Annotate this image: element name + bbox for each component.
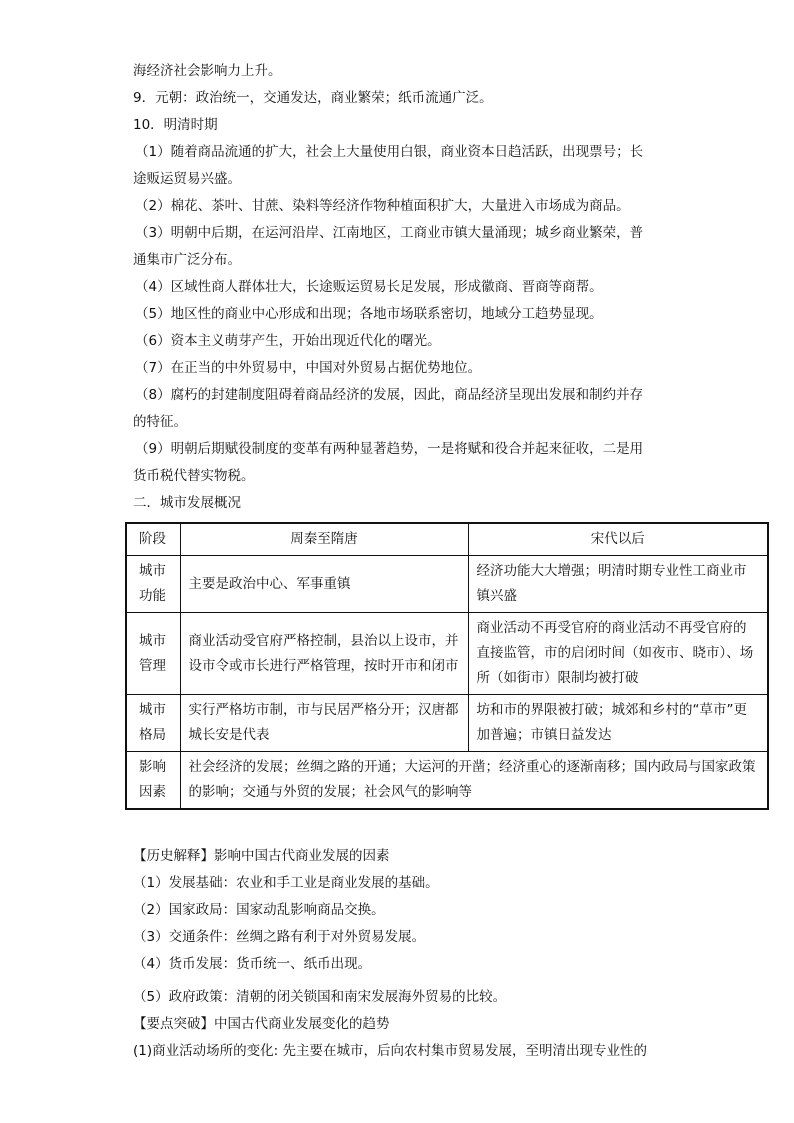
table-cell: 实行严格坊市制，市与民居严格分开；汉唐都城长安是代表 — [180, 695, 468, 752]
table-cell: 商业活动受官府严格控制，县治以上设市，并设市令或市长进行严格管理，按时开市和闭市 — [180, 613, 468, 695]
text-line: （3）明朝中后期，在运河沿岸、江南地区，工商业市镇大量涌现；城乡商业繁荣，普 — [135, 225, 644, 241]
text-line: （7）在正当的中外贸易中，中国对外贸易占据优势地位。 — [135, 360, 482, 376]
text-line: （2）棉花、茶叶、甘蔗、染料等经济作物种植面积扩大，大量进入市场成为商品。 — [135, 198, 630, 214]
stage-cell: 城市功能 — [126, 556, 180, 613]
text-line: （4）区域性商人群体壮大，长途贩运贸易长足发展，形成徽商、晋商等商帮。 — [135, 279, 603, 295]
key-points-title: 【要点突破】中国古代商业发展变化的趋势 — [133, 1016, 390, 1032]
text-line: （8）腐朽的封建制度阻碍着商品经济的发展，因此，商品经济呈现出发展和制约并存 — [135, 387, 644, 403]
text-line: 货币税代替实物税。 — [133, 468, 255, 484]
text-line: （9）明朝后期赋役制度的变革有两种显著趋势，一是将赋和役合并起来征收，二是用 — [135, 441, 644, 457]
text-line: （4）货币发展：货币统一、纸币出现。 — [133, 956, 372, 972]
text-line: （5）地区性的商业中心形成和出现；各地市场联系密切，地域分工趋势显现。 — [135, 306, 603, 322]
table-cell: 坊和市的界限被打破；城郊和乡村的“草市”更加普遍；市镇日益发达 — [468, 695, 768, 752]
text-line: （5）政府政策：清朝的闭关锁国和南宋发展海外贸易的比较。 — [133, 989, 507, 1005]
table-header-row — [126, 523, 768, 556]
table-cell: 经济功能大大增强；明清时期专业性工商业市镇兴盛 — [468, 556, 768, 613]
table-header-cell: 阶段 — [126, 523, 180, 556]
history-explanation-title: 【历史解释】影响中国古代商业发展的因素 — [133, 848, 390, 864]
table-header-cell: 宋代以后 — [468, 523, 768, 556]
section-heading: 10．明清时期 — [133, 117, 218, 133]
text-line: （6）资本主义萌芽产生，开始出现近代化的曙光。 — [135, 333, 441, 349]
text-line: 的特征。 — [133, 414, 187, 430]
text-line: (1)商业活动场所的变化: 先主要在城市，后向农村集市贸易发展，至明清出现专业性的 — [133, 1043, 647, 1059]
stage-cell: 城市管理 — [126, 613, 180, 695]
stage-cell: 城市格局 — [126, 695, 180, 752]
text-line: 途贩运贸易兴盛。 — [133, 171, 241, 187]
table-row — [126, 556, 768, 613]
table-row — [126, 752, 768, 810]
text-line: （1）发展基础：农业和手工业是商业发展的基础。 — [133, 875, 439, 891]
section-heading: 二．城市发展概况 — [133, 495, 241, 511]
bottom-section — [133, 843, 693, 1065]
text-line: 海经济社会影响力上升。 — [133, 63, 282, 79]
document-body — [133, 58, 673, 517]
city-development-table — [125, 522, 769, 810]
table-cell: 主要是政治中心、军事重镇 — [180, 556, 468, 613]
table-header-cell: 周秦至隋唐 — [180, 523, 468, 556]
text-line: 9．元朝：政治统一，交通发达，商业繁荣；纸币流通广泛。 — [133, 90, 493, 106]
stage-cell: 影响因素 — [126, 752, 180, 810]
text-line: 通集市广泛分布。 — [133, 252, 241, 268]
table-row — [126, 613, 768, 695]
table-cell-merged: 社会经济的发展；丝绸之路的开通；大运河的开凿；经济重心的逐渐南移；国内政局与国家政策的影响；交通与外贸的发展；社会风气的影响等 — [180, 752, 768, 810]
table-cell: 商业活动不再受官府的商业活动不再受官府的直接监管，市的启闭时间（如夜市、晓市）、场所（如街市）限制均被打破 — [468, 613, 768, 695]
text-line: （2）国家政局：国家动乱影响商品交换。 — [133, 902, 385, 918]
table-row — [126, 695, 768, 752]
text-line: （1）随着商品流通的扩大，社会上大量使用白银，商业资本日趋活跃，出现票号；长 — [135, 144, 644, 160]
text-line: （3）交通条件：丝绸之路有利于对外贸易发展。 — [133, 929, 426, 945]
